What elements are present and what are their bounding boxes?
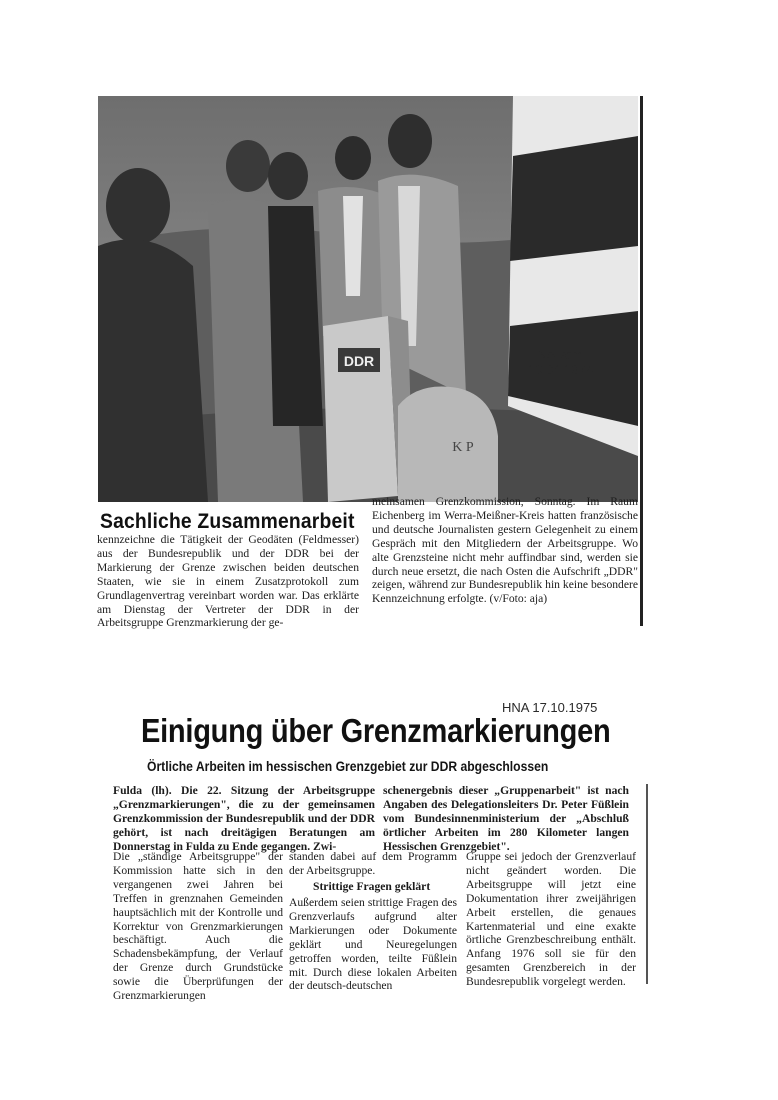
- article-headline: Einigung über Grenzmarkierungen: [141, 712, 611, 749]
- article-subheadline: Örtliche Arbeiten im hessischen Grenzgebiet zur DDR abgeschlossen: [147, 759, 549, 774]
- body-column-1: Die „ständige Arbeitsgruppe" der Kommission hatte sich in den vergangenen zwei Jahren bei Treffen in grenznahen Gemeinden hauptsächlich mit der Kontrolle und Korrektur von Grenzmarkierungen beschäftigt. Auch die Schadensbekämpfung, der Verlauf der Grenze durch Grundstücke sowie die Überprüfungen der Grenzmarkierungen: [113, 850, 283, 1003]
- old-stone: [398, 386, 498, 502]
- photo-stamp-line2: 10.04.1974: [528, 362, 594, 377]
- caption-column-1: kennzeichne die Tätigkeit der Geodäten (Feldmesser) aus der Bundesrepublik und der DDR bei der Markierung der Grenze zwischen beiden deutschen Staaten, wie sie in einem Zusatzprotokoll zum Grundlagenvertrag vereinbart worden war. Das erklärte am Dienstag der Vertreter der DDR in der Arbeitsgruppe Grenzmarkierung der ge-: [97, 533, 359, 630]
- article-date-stamp: HNA 17.10.1975: [502, 700, 598, 715]
- body-column-2-bottom: Außerdem seien strittige Fragen des Grenzverlaufs aufgrund alter Markierungen oder Dokumente geklärt und Neuregelungen getroffen worden, teilte Füßlein mit. Durch diese lokalen Arbeiten der deutsch-deutschen: [289, 896, 457, 993]
- ddr-marker-label: DDR: [343, 353, 375, 369]
- photo-stamp-line1: HNA vom: [528, 347, 583, 362]
- border-post: [508, 96, 638, 456]
- caption-column-2: meinsamen Grenzkommission, Sonntag. Im Raum Eichenberg im Werra-Meißner-Kreis hatten französische und deutsche Journalisten gestern Gelegenheit zu einem Gespräch mit den Mitgliedern der Arbeitsgruppe. Wo alte Grenzsteine nicht mehr auffindbar sind, werden sie durch neue ersetzt, die nach Osten die Aufschrift „DDR" zeigen, während zur Bundesrepublik hin keine besondere Kennzeichnung erfolgte. (v/Foto: aja): [372, 495, 638, 606]
- photo-scene: [98, 96, 638, 502]
- body-column-3: Gruppe sei jedoch der Grenzverlauf nicht geändert worden. Die Arbeitsgruppe will jetzt eine Dokumentation ihrer zweijährigen Arbeit erstellen, die genaues Kartenmaterial und eine exakte örtliche Grenzbeschreibung enthält. Anfang 1976 soll sie für den gesamten Grenzbereich in der Bundesrepublik vorgelegt werden.: [466, 850, 636, 989]
- news-photo: [98, 96, 638, 502]
- caption-headline: Sachliche Zusammenarbeit: [100, 510, 355, 533]
- article-edge-rule: [646, 784, 648, 984]
- stone-engraving: K P: [452, 440, 474, 455]
- body-subheading: Strittige Fragen geklärt: [313, 880, 431, 893]
- lead-column-2: schenergebnis dieser „Gruppenarbeit" ist nach Angaben des Delegationsleiters Dr. Peter Füßlein vom Bundesinnenministerium der „Abschluß örtlicher Arbeiten im 280 Kilometer langen Hessischen Grenzgebiet".: [383, 784, 629, 853]
- lead-column-1: Fulda (lh). Die 22. Sitzung der Arbeitsgruppe „Grenzmarkierungen", die zu der gemeinsamen Grenzkommission der Bundesrepublik und der DDR gehört, ist nach dreitägigen Beratungen am Donnerstag in Fulda zu Ende gegangen. Zwi-: [113, 784, 375, 853]
- clipping-edge-rule: [640, 96, 643, 626]
- body-column-2-top: standen dabei auf dem Programm der Arbeitsgruppe.: [289, 850, 457, 877]
- photo-stamp: [528, 347, 593, 377]
